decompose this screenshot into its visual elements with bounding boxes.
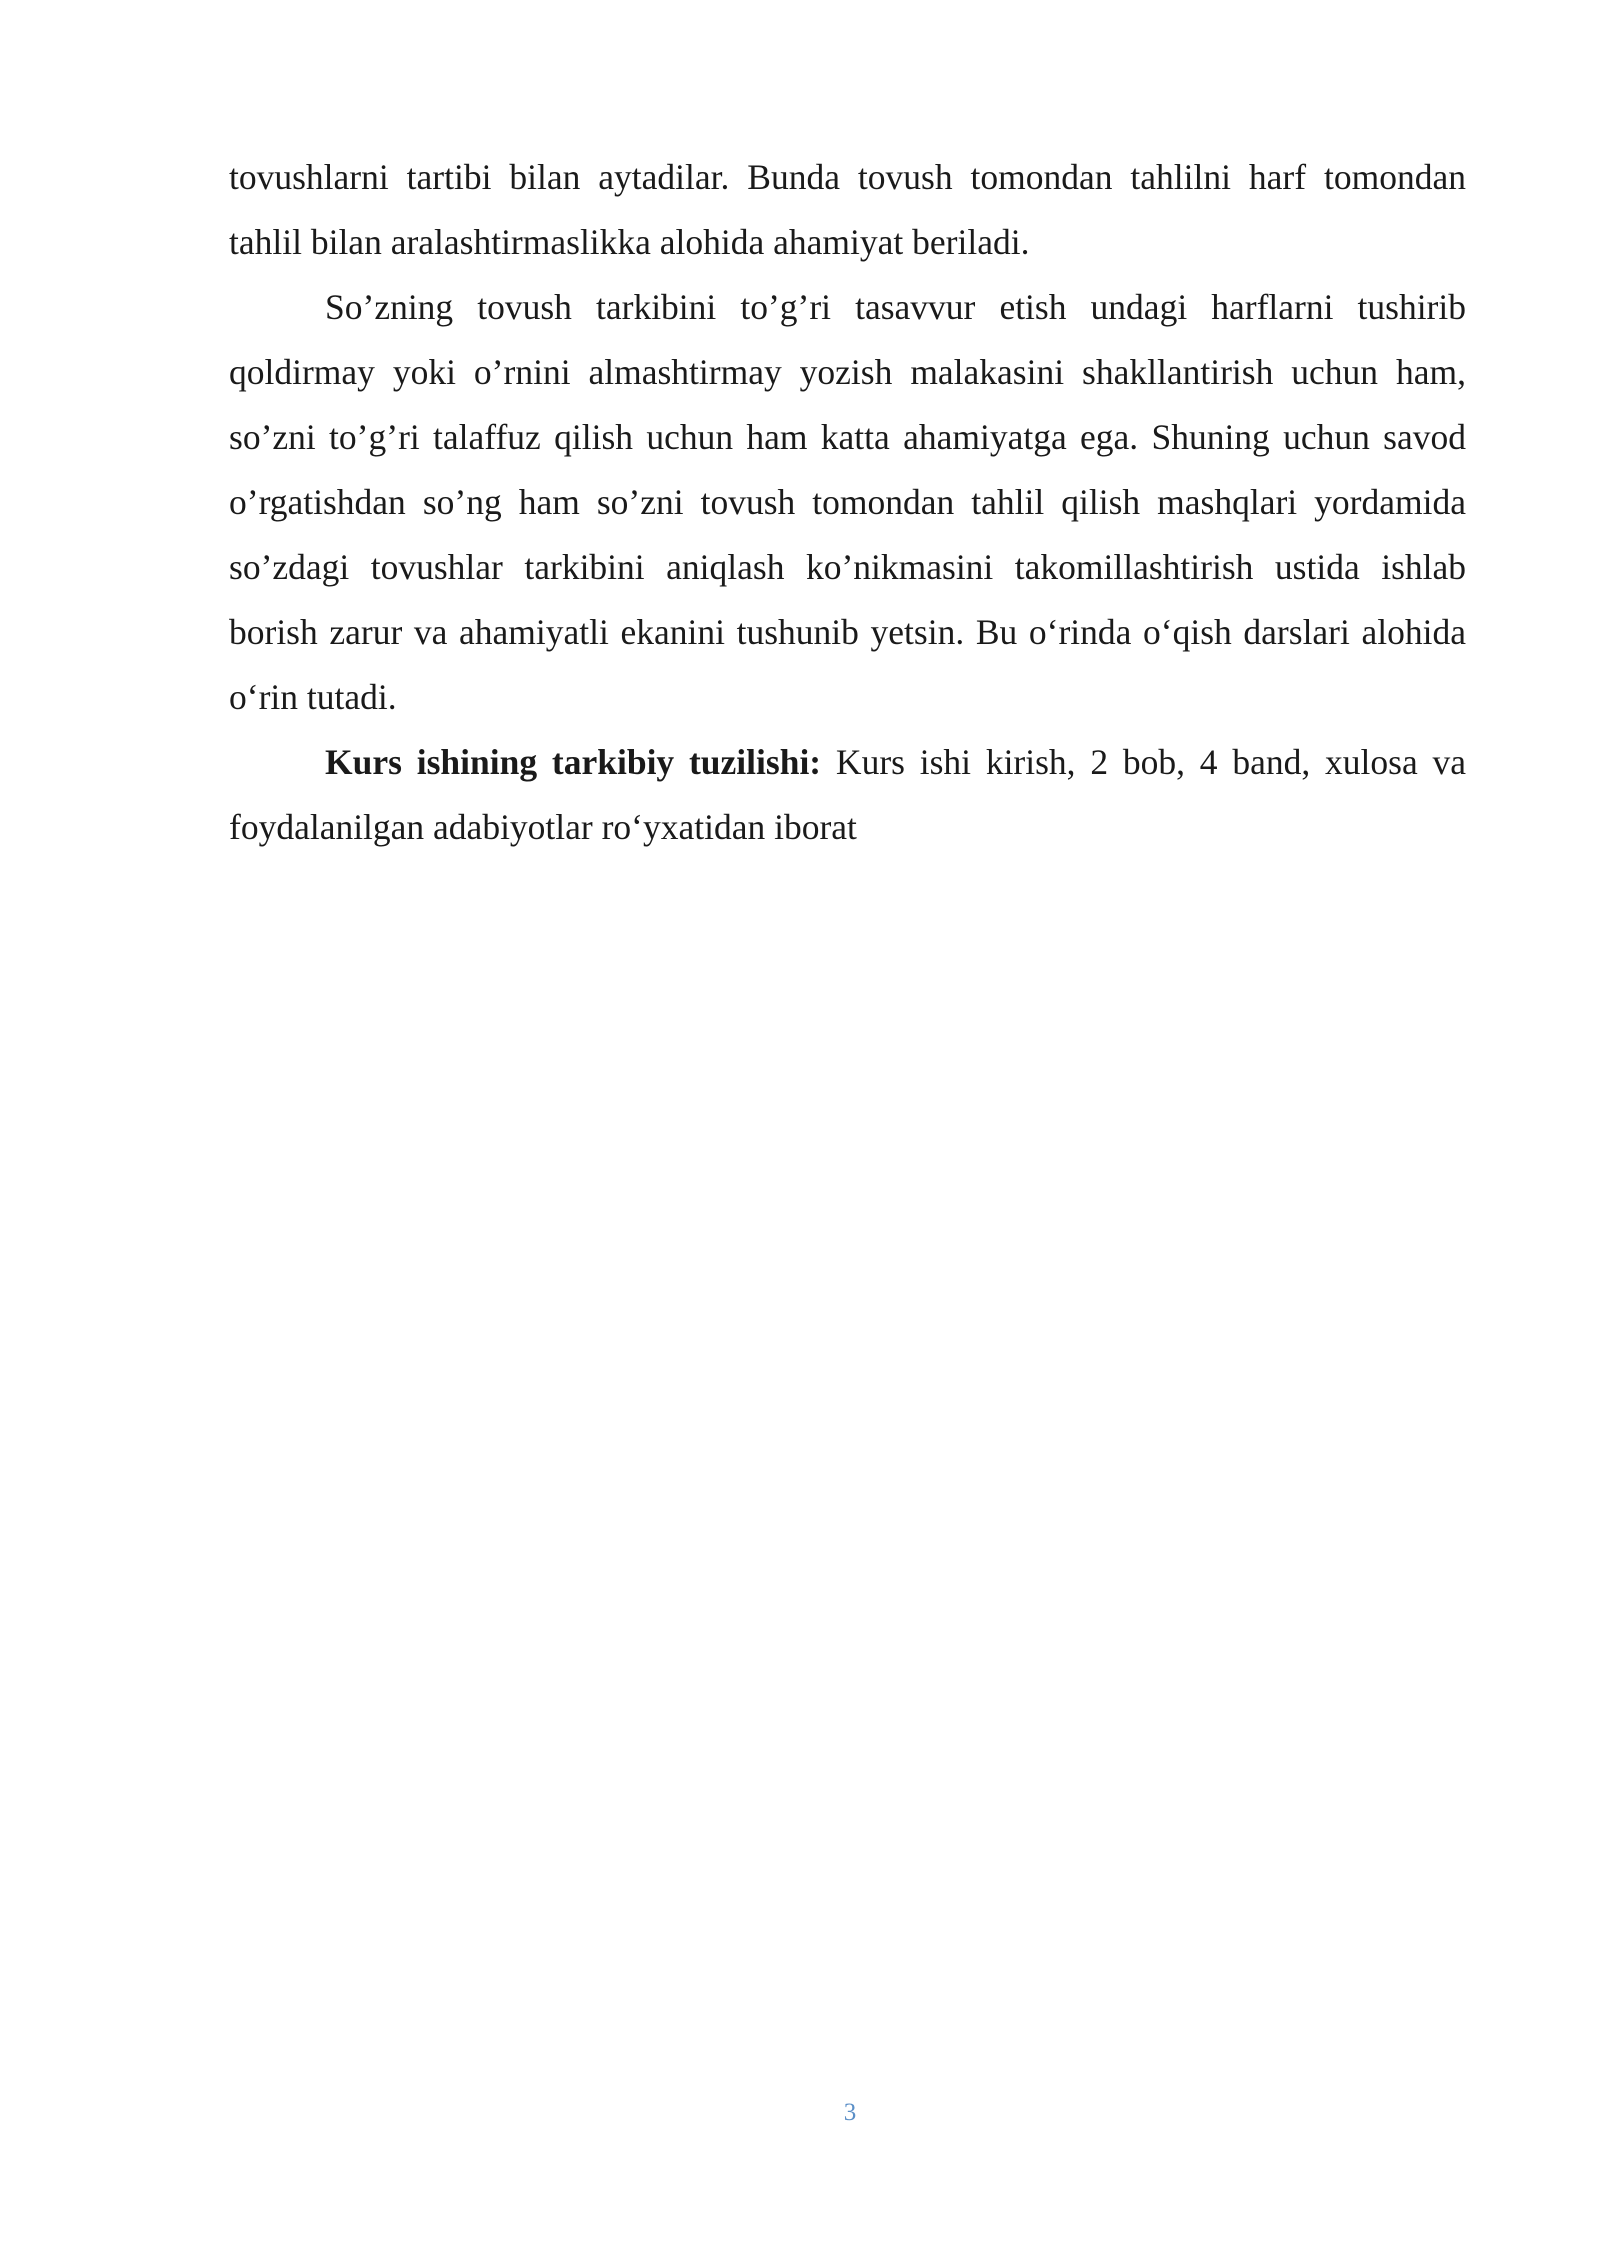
paragraph-continuation xyxy=(229,145,1466,275)
page-number: 3 xyxy=(843,2099,857,2126)
paragraph-text: tovushlarni tartibi bilan aytadilar. Bunda tovush tomondan tahlilni harf tomondan tahlil bilan aralashtirmaslikka alohida ahamiyat beriladi. xyxy=(229,157,1466,262)
paragraph-text: So’zning tovush tarkibini to’g’ri tasavvur etish undagi harflarni tushirib qoldirmay yoki o’rnini almashtirmay yozish malakasini shakllantirish uchun ham, so’zni to’g’ri talaffuz qilish uchun ham katta ahamiyatga ega. Shuning uchun savod o’rgatishdan so’ng ham so’zni tovush tomondan tahlil qilish mashqlari yordamida so’zdagi tovushlar tarkibini aniqlash ko’nikmasini takomillashtirish ustida ishlab borish zarur va ahamiyatli ekanini tushunib yetsin. Bu o‘rinda o‘qish darslari alohida o‘rin tutadi. xyxy=(229,287,1466,717)
document-body xyxy=(229,145,1466,860)
paragraph-course-structure xyxy=(229,730,1466,860)
paragraph-bold-lead: Kurs ishining tarkibiy tuzilishi: xyxy=(325,742,822,782)
paragraph-sound-analysis xyxy=(229,275,1466,730)
paragraph-text: Kurs ishi kirish, 2 bob, 4 band, xulosa va foydalanilgan adabiyotlar ro‘yxatidan iborat xyxy=(229,742,1466,847)
